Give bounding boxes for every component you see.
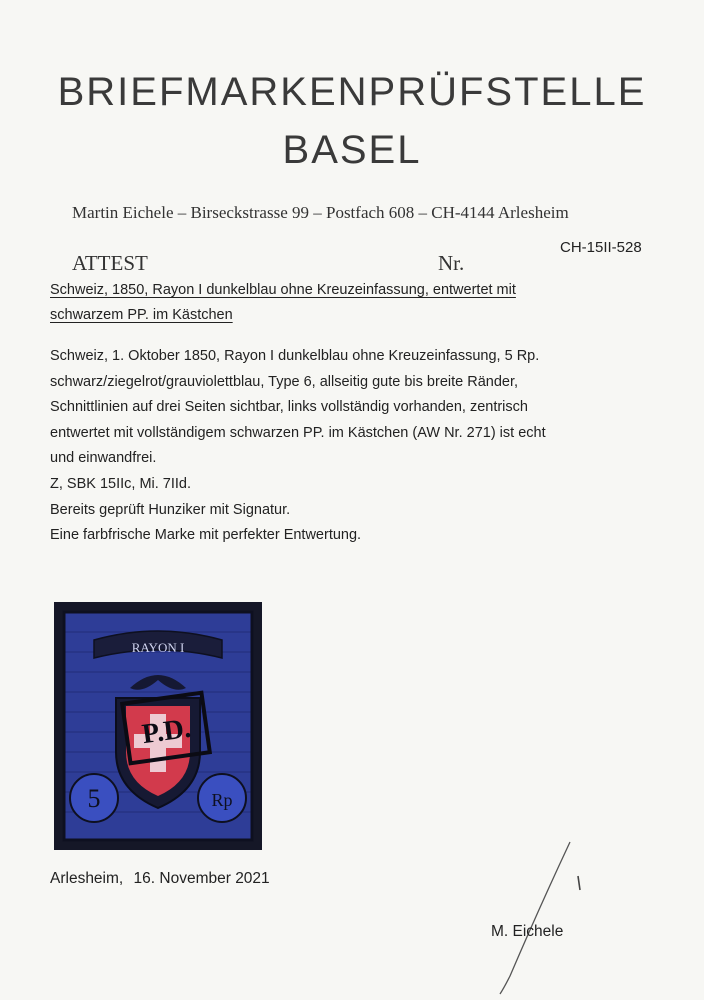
signer-name: M. Eichele	[491, 923, 564, 940]
institution-title: BRIEFMARKENPRÜFSTELLE	[57, 70, 647, 114]
attest-label: ATTEST	[72, 251, 148, 275]
description-line: entwertet mit vollständigem schwarzen PP. im Kästchen (AW Nr. 271) ist echt	[50, 424, 546, 441]
place-date	[50, 870, 276, 888]
description-line: Schnittlinien auf drei Seiten sichtbar, links vollständig vorhanden, zentrisch	[50, 399, 528, 416]
description-line: Schweiz, 1. Oktober 1850, Rayon I dunkelblau ohne Kreuzeinfassung, 5 Rp.	[50, 348, 540, 364]
signature-tick	[578, 876, 580, 890]
prior-expertise: Bereits geprüft Hunziker mit Signatur.	[50, 501, 291, 518]
description-line: schwarz/ziegelrot/grauviolettblau, Type 6, allseitig gute bis breite Ränder,	[50, 373, 519, 390]
catalog-reference: Z, SBK 15IIc, Mi. 7IId.	[50, 475, 192, 492]
stamp-image	[54, 602, 262, 850]
signature-stroke	[500, 842, 570, 994]
nr-label: Nr.	[438, 251, 465, 275]
institution-city: BASEL	[282, 128, 422, 172]
stamp-banner-text: RAYON I	[131, 640, 185, 655]
address-line: Martin Eichele – Birseckstrasse 99 – Postfach 608 – CH-4144 Arlesheim	[72, 203, 569, 222]
subject-line-1: Schweiz, 1850, Rayon I dunkelblau ohne Kreuzeinfassung, entwertet mit	[50, 282, 516, 298]
description-line: und einwandfrei.	[50, 450, 157, 467]
summary-line: Eine farbfrische Marke mit perfekter Entwertung.	[50, 527, 362, 544]
subject-line-2: schwarzem PP. im Kästchen	[50, 307, 233, 323]
certificate-number: CH-15II-528	[560, 239, 642, 256]
date: 16. November 2021	[133, 870, 270, 887]
place: Arlesheim,	[50, 870, 124, 887]
cancellation-text: P.D.	[140, 712, 193, 751]
stamp-value-right: Rp	[211, 790, 233, 810]
description-body	[50, 344, 670, 549]
stamp-value-left: 5	[87, 784, 101, 813]
handwritten-signature	[470, 836, 590, 996]
